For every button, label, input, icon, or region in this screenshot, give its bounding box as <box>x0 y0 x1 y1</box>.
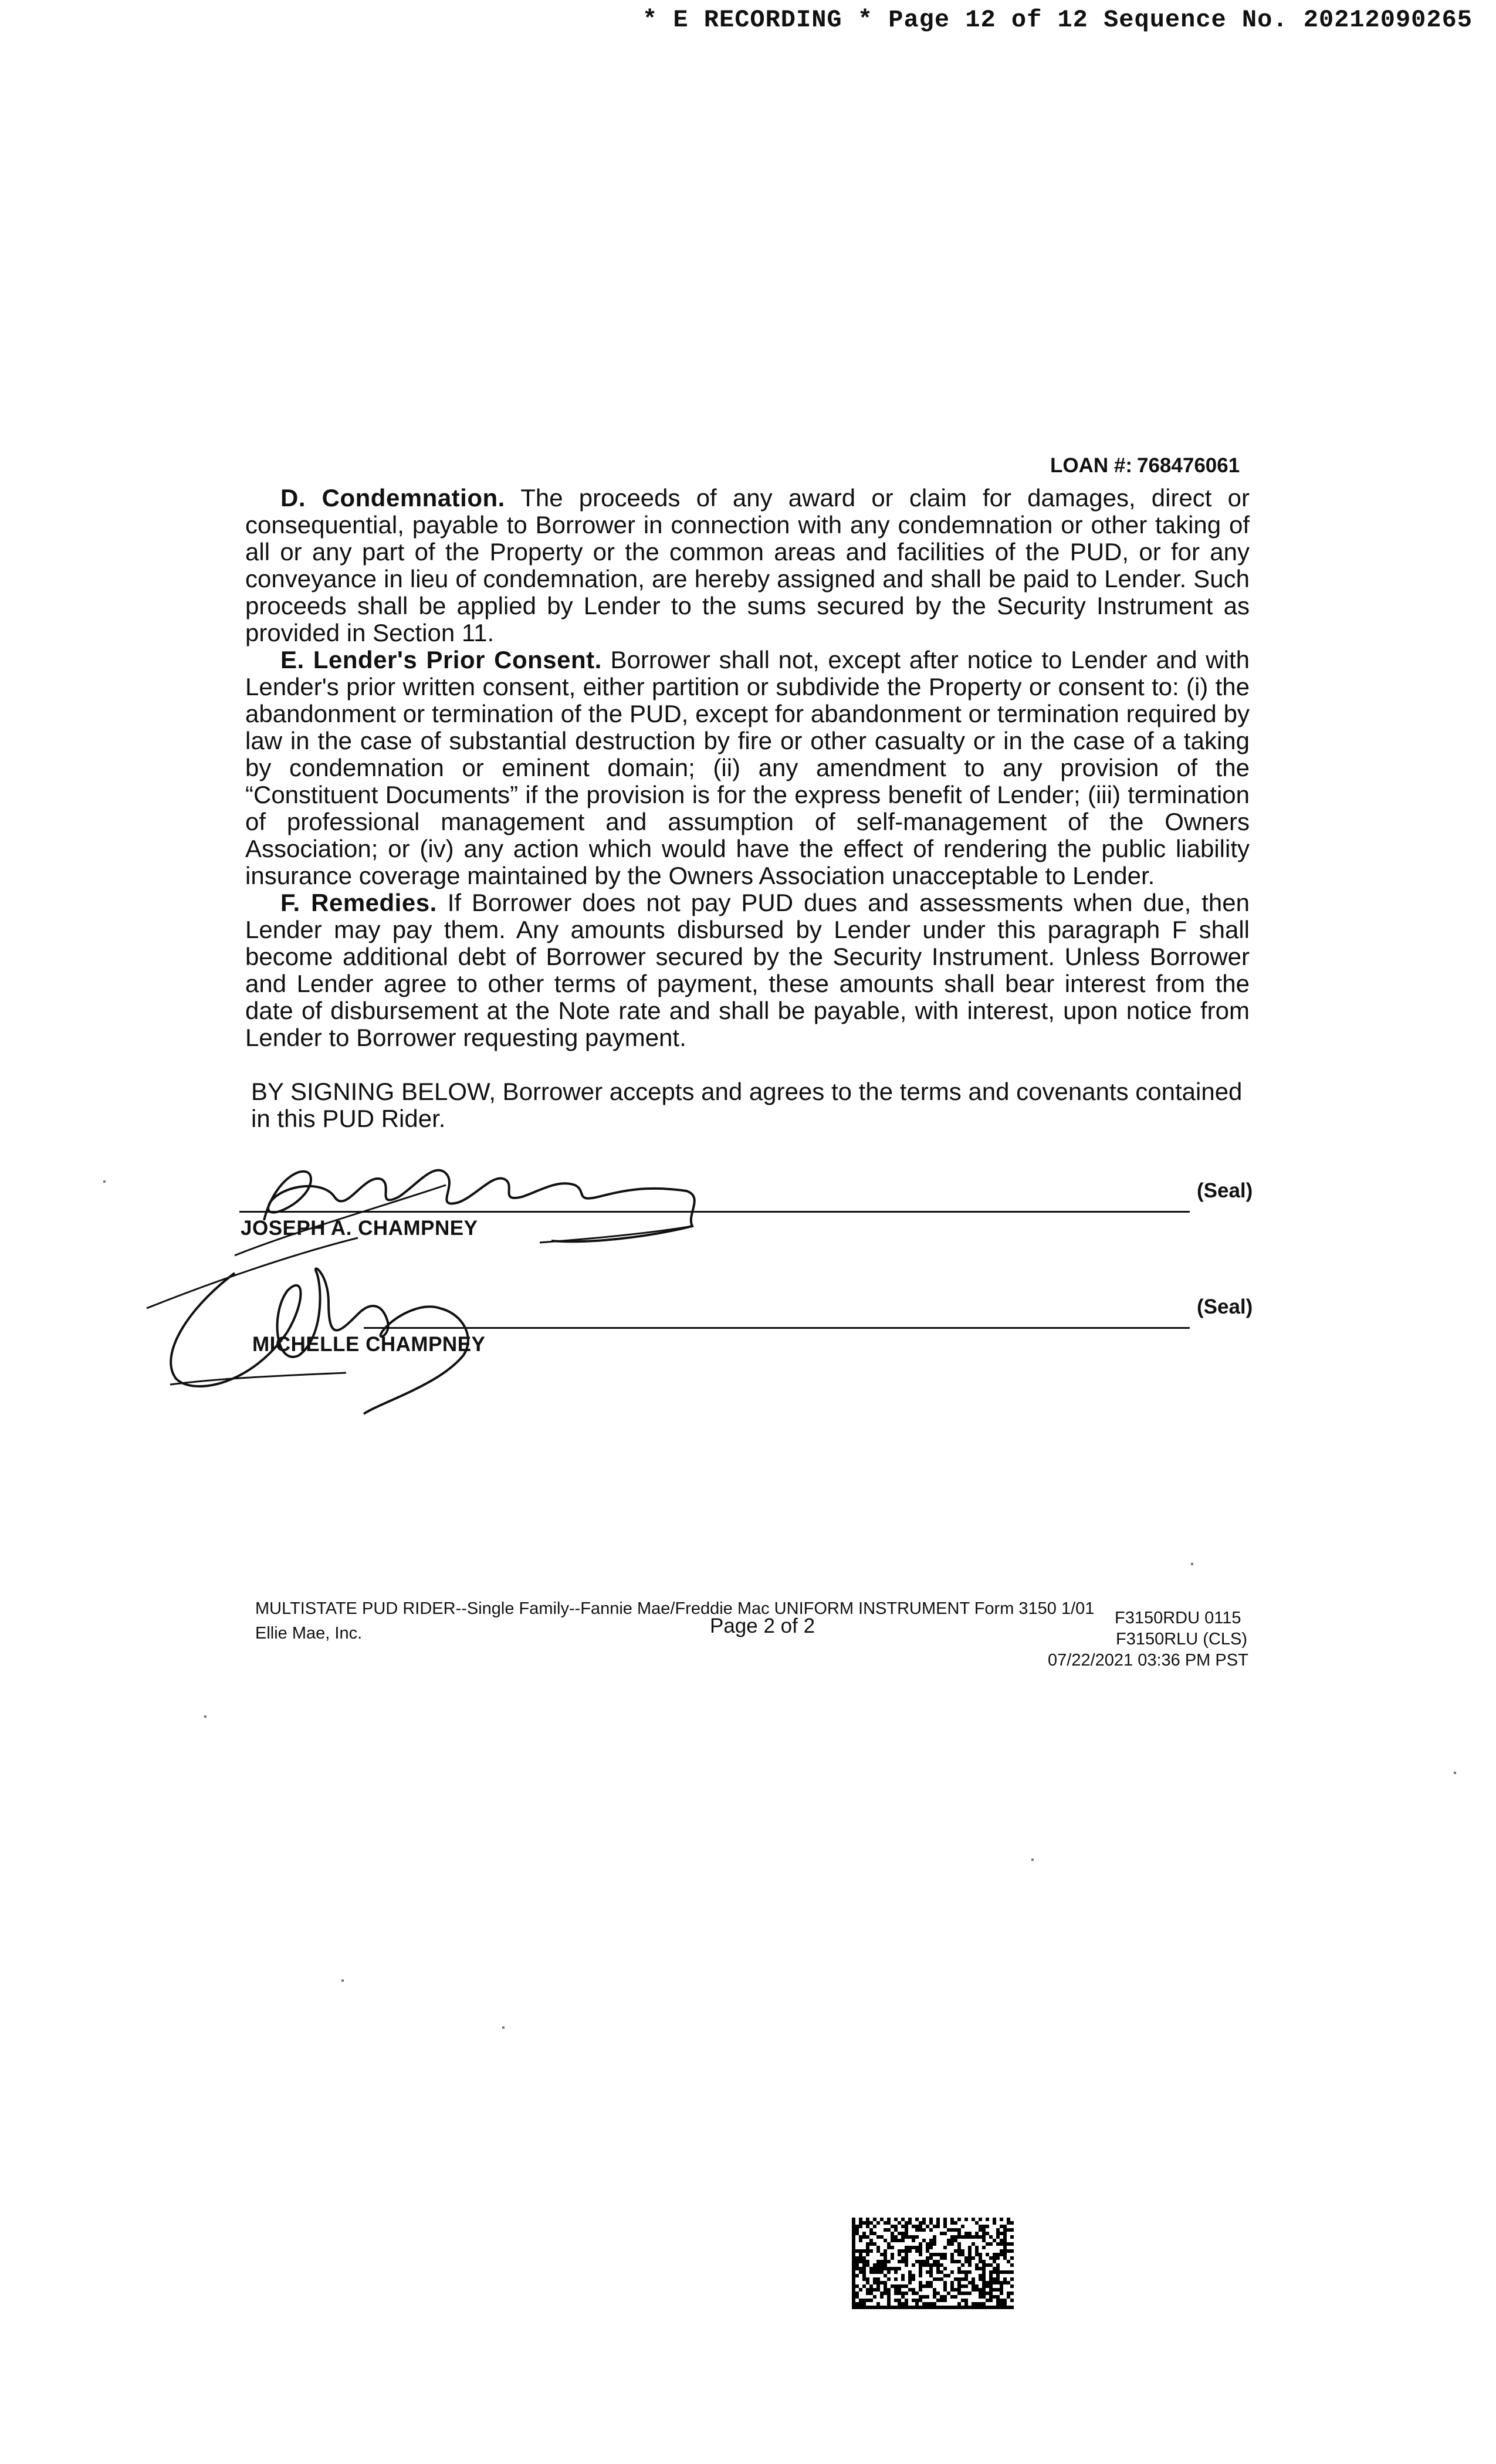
section-text: If Borrower does not pay PUD dues and assessments when due, then Lender may pay them. Any amounts disbursed by Lender under this paragraph F shall become additional debt of Borrower secured by the Security Instrument. Unless Borrower and Lender agree to other terms of payment, these amounts shall bear interest from the date of disbursement at the Note rate and shall be payable, with interest, upon notice from Lender to Borrower requesting payment. <box>245 889 1250 1051</box>
scan-speck <box>204 1715 207 1718</box>
section-remedies <box>245 889 1250 1051</box>
timestamp: 07/22/2021 03:36 PM PST <box>1048 1651 1248 1670</box>
section-lender-consent <box>245 647 1250 889</box>
section-text: Borrower shall not, except after notice to Lender and with Lender's prior written consent, either partition or subdivide the Property or consent to: (i) the abandonment or termination of the PUD, except for abandonment or termination required by law in the case of substantial destruction by fire or other casualty or in the case of a taking by condemnation or eminent domain; (ii) any amendment to any provision of the “Constituent Documents” if the provision is for the express benefit of Lender; (iii) termination of professional management and assumption of self-management of the Owners Association; or (iv) any action which would have the effect of rendering the public liability insurance coverage maintained by the Owners Association unacceptable to Lender. <box>245 646 1250 889</box>
section-heading: F. Remedies. <box>280 889 437 916</box>
signature-michelle <box>135 1238 557 1426</box>
section-heading: D. Condemnation. <box>280 484 505 512</box>
scan-speck <box>502 2026 505 2029</box>
rider-body <box>245 485 1250 1051</box>
seal-label: (Seal) <box>1197 1179 1253 1202</box>
section-condemnation <box>245 485 1250 647</box>
form-title: MULTISTATE PUD RIDER--Single Family--Fannie Mae/Freddie Mac UNIFORM INSTRUMENT Form 3150 1/01 <box>255 1599 1095 1618</box>
section-text: The proceeds of any award or claim for damages, direct or consequential, payable to Borrower in connection with any condemnation or other taking of all or any part of the Property or the common areas and facilities of the PUD, or for any conveyance in lieu of condemnation, are hereby assigned and shall be paid to Lender. Such proceeds shall be applied by Lender to the sums secured by the Security Instrument as provided in Section 11. <box>245 484 1250 647</box>
signer-name: MICHELLE CHAMPNEY <box>252 1333 486 1356</box>
scan-speck <box>103 1180 106 1183</box>
barcode-image <box>852 2218 1014 2309</box>
scan-speck <box>341 1979 344 1982</box>
loan-label: LOAN #: <box>1050 454 1132 477</box>
form-code-2: F3150RLU (CLS) <box>1116 1630 1248 1649</box>
scan-speck <box>1191 1563 1193 1565</box>
form-code-1: F3150RDU 0115 <box>1115 1609 1241 1627</box>
signer-name: JOSEPH A. CHAMPNEY <box>241 1217 478 1240</box>
publisher: Ellie Mae, Inc. <box>255 1624 363 1643</box>
loan-number: 768476061 <box>1137 454 1240 477</box>
page-number: Page 2 of 2 <box>710 1615 815 1637</box>
seal-label: (Seal) <box>1197 1295 1253 1318</box>
scan-speck <box>1454 1772 1456 1774</box>
closing-statement: BY SIGNING BELOW, Borrower accepts and agrees to the terms and covenants contained in this PUD Rider. <box>251 1078 1243 1132</box>
scan-speck <box>1031 1859 1034 1861</box>
recording-header: * E RECORDING * Page 12 of 12 Sequence No. 20212090265 <box>642 6 1473 34</box>
section-heading: E. Lender's Prior Consent. <box>280 646 602 673</box>
loan-number-line <box>1050 454 1240 478</box>
